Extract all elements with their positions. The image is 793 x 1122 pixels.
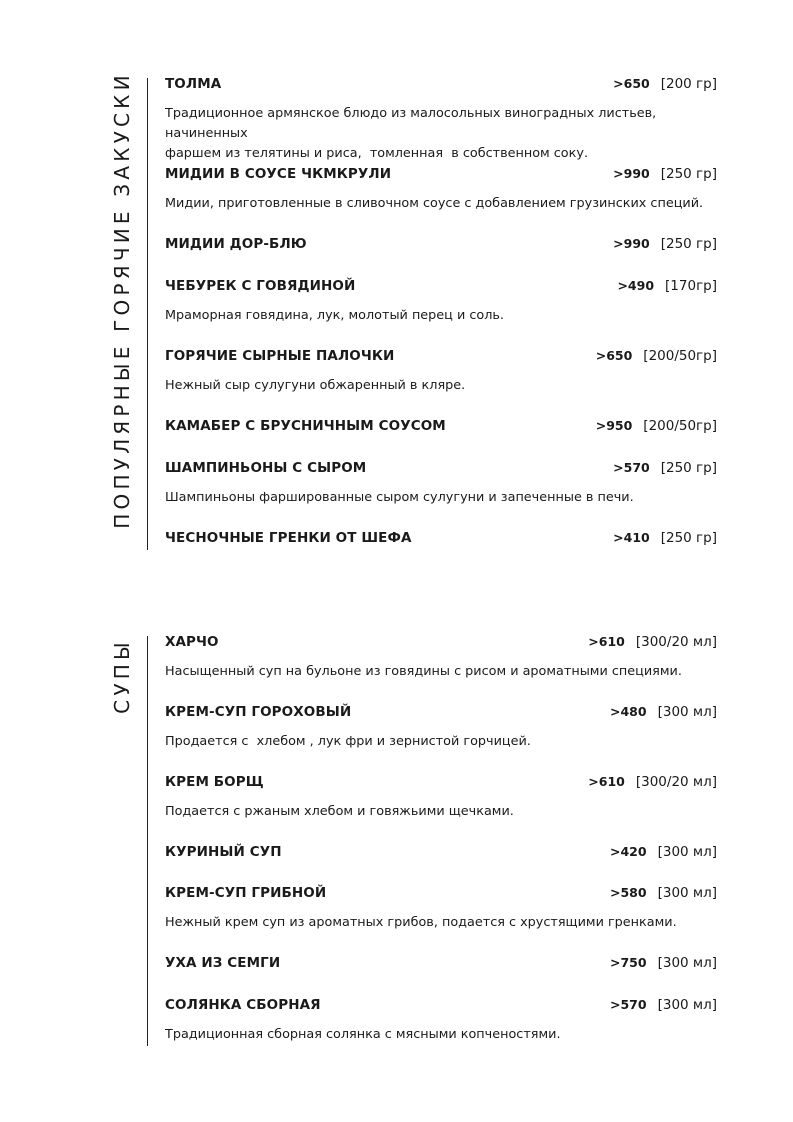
item-weight: [300 мл] — [657, 704, 717, 720]
item-price: >410 — [613, 530, 650, 545]
item-description: Нежный крем суп из ароматных грибов, подается с хрустящими гренками. — [165, 915, 677, 930]
item-weight: [300 мл] — [657, 997, 717, 1013]
item-price-block — [588, 774, 717, 790]
item-price-block — [596, 418, 717, 434]
item-price-block — [610, 704, 717, 720]
item-name: ТОЛМА — [165, 76, 222, 92]
item-description: Мидии, приготовленные в сливочном соусе с добавлением грузинских специй. — [165, 196, 704, 211]
item-name: ХАРЧО — [165, 634, 219, 650]
item-weight: [200/50гр] — [643, 418, 717, 434]
item-price-block — [610, 955, 717, 971]
item-description: Продается с хлебом , лук фри и зернистой горчицей. — [165, 734, 531, 749]
item-price: >990 — [613, 166, 650, 181]
section-divider-line — [147, 636, 148, 1046]
item-price-block — [588, 634, 717, 650]
item-price-block — [610, 844, 717, 860]
item-price: >580 — [610, 885, 647, 900]
item-description: Нежный сыр сулугуни обжаренный в кляре. — [165, 378, 466, 393]
item-name: КУРИНЫЙ СУП — [165, 844, 282, 860]
section-title-text: СУПЫ — [110, 638, 134, 714]
item-weight: [250 гр] — [660, 236, 717, 252]
item-price: >570 — [613, 460, 650, 475]
item-price: >990 — [613, 236, 650, 251]
item-price: >480 — [610, 704, 647, 719]
item-name: МИДИИ В СОУСЕ ЧКМКРУЛИ — [165, 166, 392, 182]
item-price-block — [613, 166, 717, 182]
item-name: МИДИИ ДОР-БЛЮ — [165, 236, 307, 252]
item-name: ЧЕБУРЕК С ГОВЯДИНОЙ — [165, 278, 356, 294]
item-price-block — [613, 460, 717, 476]
item-price: >950 — [595, 418, 633, 433]
item-price: >420 — [610, 844, 647, 859]
section-title-text: ПОПУЛЯРНЫЕ ГОРЯЧИЕ ЗАКУСКИ — [110, 71, 134, 529]
item-description: Насыщенный суп на бульоне из говядины с рисом и ароматными специями. — [165, 664, 682, 679]
item-price-block — [617, 278, 717, 294]
item-weight: [200 гр] — [660, 76, 717, 92]
item-price: >750 — [610, 955, 647, 970]
item-name: КРЕМ-СУП ГРИБНОЙ — [165, 885, 327, 901]
item-name: ГОРЯЧИЕ СЫРНЫЕ ПАЛОЧКИ — [165, 348, 395, 364]
item-weight: [300 мл] — [657, 844, 717, 860]
item-weight: [250 гр] — [660, 460, 717, 476]
item-name: СОЛЯНКА СБОРНАЯ — [165, 997, 321, 1013]
item-price: >610 — [588, 774, 625, 789]
item-price: >570 — [610, 997, 647, 1012]
item-price: >650 — [613, 76, 650, 91]
item-price: >650 — [595, 348, 633, 363]
item-price-block — [613, 76, 717, 92]
item-name: КАМАБЕР С БРУСНИЧНЫМ СОУСОМ — [165, 418, 446, 434]
item-price-block — [610, 885, 717, 901]
item-weight: [170гр] — [665, 278, 717, 294]
item-description: Мраморная говядина, лук, молотый перец и соль. — [165, 308, 504, 323]
item-price-block — [613, 530, 717, 546]
item-name: КРЕМ БОРЩ — [165, 774, 264, 790]
item-name: ШАМПИНЬОНЫ С СЫРОМ — [165, 460, 367, 476]
item-price-block — [610, 997, 717, 1013]
item-description: Подается с ржаным хлебом и говяжьими щечками. — [165, 804, 514, 819]
item-name: ЧЕСНОЧНЫЕ ГРЕНКИ ОТ ШЕФА — [165, 530, 412, 546]
item-weight: [250 гр] — [660, 166, 717, 182]
item-weight: [200/50гр] — [643, 348, 717, 364]
item-name: УХА ИЗ СЕМГИ — [165, 955, 281, 971]
item-weight: [300 мл] — [657, 955, 717, 971]
item-description: Традиционное армянское блюдо из малосольных виноградных листьев, начиненных фаршем из телятины и риса, томленная в собственном соку. — [165, 106, 657, 161]
item-name: КРЕМ-СУП ГОРОХОВЫЙ — [165, 704, 352, 720]
item-weight: [300/20 мл] — [635, 634, 717, 650]
item-weight: [250 гр] — [660, 530, 717, 546]
item-price: >610 — [588, 634, 625, 649]
item-price-block — [613, 236, 717, 252]
section-divider-line — [147, 78, 148, 550]
item-weight: [300/20 мл] — [635, 774, 717, 790]
item-weight: [300 мл] — [657, 885, 717, 901]
item-description: Традиционная сборная солянка с мясными копченостями. — [165, 1027, 561, 1042]
item-description: Шампиньоны фаршированные сыром сулугуни и запеченные в печи. — [165, 490, 634, 505]
item-price: >490 — [617, 278, 655, 293]
item-price-block — [596, 348, 717, 364]
